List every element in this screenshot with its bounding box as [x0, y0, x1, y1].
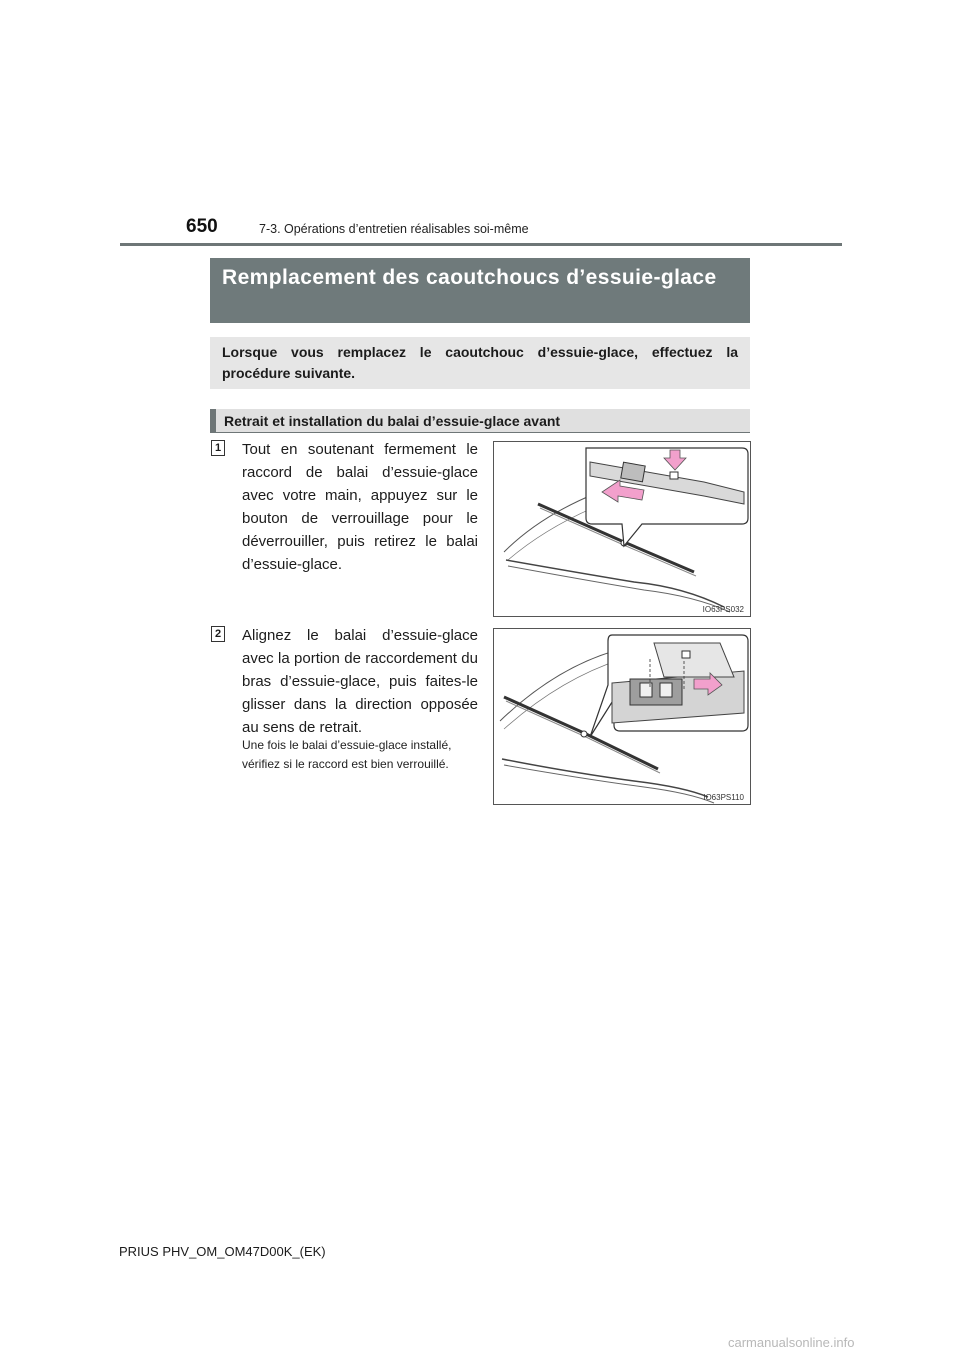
step-2-note: Une fois le balai d’essuie-glace installé, vérifiez si le raccord est bien verrouillé. [242, 738, 452, 771]
intro-text: Lorsque vous remplacez le caoutchouc d’essuie-glace, effectuez la procédure suivante. [222, 344, 738, 381]
step-1-text: Tout en soutenant fermement le raccord de balai d’essuie-glace avec votre main, appuyez sur le bouton de verrouillage pour le déverrouiller, puis retirez le balai d’essuie-glace. [242, 441, 478, 573]
step-1-number: 1 [211, 440, 225, 456]
watermark: carmanualsonline.info [728, 1335, 855, 1350]
figure-wiper-installation [493, 628, 751, 805]
section-reference: 7-3. Opérations d’entretien réalisables soi-même [259, 222, 529, 236]
figure-1-code: IO63PS032 [702, 605, 744, 614]
figure-2-code: IO63PS110 [703, 793, 744, 802]
section-title: Remplacement des caoutchoucs d’essuie-glace [222, 266, 717, 289]
wiper-removal-illustration [494, 442, 751, 617]
page-number: 650 [186, 216, 218, 237]
subheading-text: Retrait et installation du balai d’essuie-glace avant [224, 413, 561, 429]
section-title-box [210, 258, 750, 323]
figure-wiper-removal [493, 441, 751, 617]
intro-box [210, 337, 750, 389]
header-divider [120, 243, 842, 246]
wiper-installation-illustration [494, 629, 751, 805]
subheading [210, 409, 750, 433]
footer-document-id: PRIUS PHV_OM_OM47D00K_(EK) [119, 1244, 326, 1259]
subheading-bar [210, 409, 216, 432]
step-2-number: 2 [211, 626, 225, 642]
step-2-text: Alignez le balai d’essuie-glace avec la portion de raccordement du bras d’essuie-glace, puis faites-le glisser dans la direction opposée au sens de retrait. [242, 627, 478, 736]
